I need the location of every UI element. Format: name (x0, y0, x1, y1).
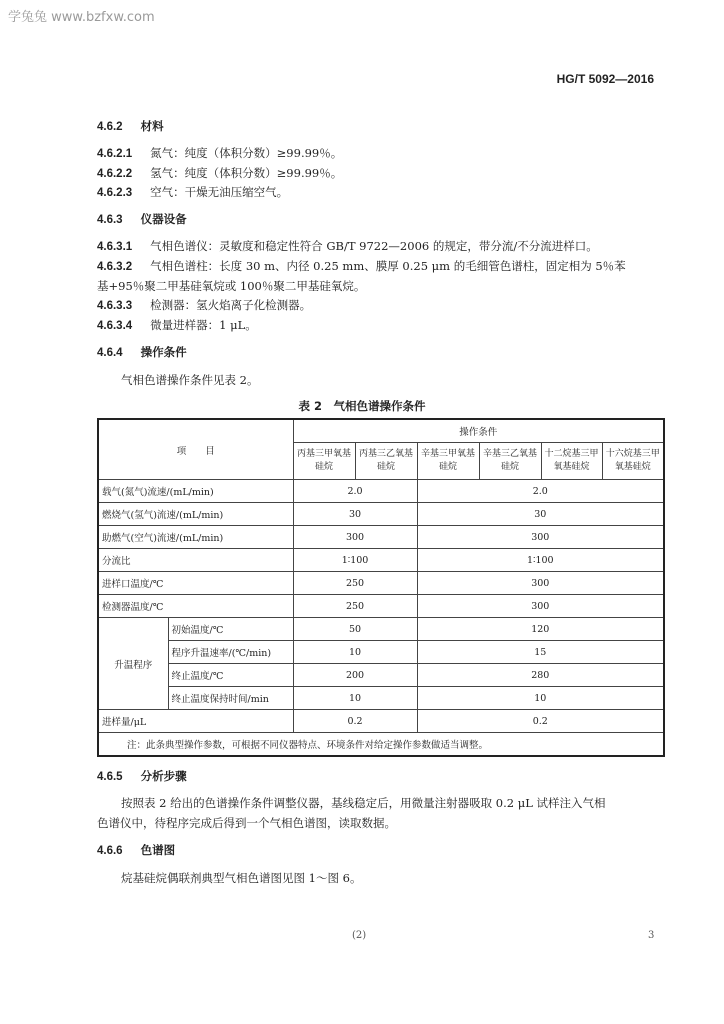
clause-number: 4.6.3.2 (97, 261, 133, 273)
paragraph-4-6-5-line1: 按照表 2 给出的色谱操作条件调整仪器，基线稳定后，用微量注射器吸取 0.2 μL 试样注入气相 (121, 796, 606, 810)
row-label: 检测器温度/℃ (98, 595, 293, 618)
column-header: 辛基三甲氧基硅烷 (417, 443, 479, 480)
footer-center: (2) (352, 930, 367, 941)
cell-value: 10 (417, 687, 664, 710)
table-row (98, 503, 664, 526)
paragraph-4-6-6: 烷基硅烷偶联剂典型气相色谱图见图 1～图 6。 (121, 871, 362, 885)
clause-text: 氮气：纯度（体积分数）≥99.99％。 (150, 146, 343, 160)
row-label: 助燃气(空气)流速/(mL/min) (98, 526, 293, 549)
clause-text: 微量进样器：1 μL。 (150, 318, 257, 332)
row-label: 进样口温度/℃ (98, 572, 293, 595)
page-number: 3 (648, 930, 655, 941)
column-header: 辛基三乙氧基硅烷 (479, 443, 541, 480)
table-note: 注：此条典型操作参数，可根据不同仪器特点、环境条件对给定操作参数做适当调整。 (98, 733, 664, 757)
row-label: 初始温度/℃ (168, 618, 293, 641)
cell-value: 300 (417, 526, 664, 549)
cell-value: 1∶100 (417, 549, 664, 572)
cell-value: 120 (417, 618, 664, 641)
section-title: 色谱图 (140, 843, 176, 857)
column-header: 丙基三乙氧基硅烷 (355, 443, 417, 480)
section-heading-4-6-6 (97, 842, 175, 858)
clause-number: 4.6.3.1 (97, 241, 133, 253)
cell-value: 0.2 (293, 710, 417, 733)
section-number: 4.6.6 (97, 845, 123, 857)
watermark: 学兔兔 www.bzfxw.com (8, 10, 155, 25)
clause-4-6-3-2 (97, 258, 626, 274)
section-number: 4.6.5 (97, 771, 123, 783)
section-title: 材料 (140, 119, 164, 133)
row-label: 燃烧气(氢气)流速/(mL/min) (98, 503, 293, 526)
clause-4-6-3-1 (97, 238, 598, 254)
table-row (98, 710, 664, 733)
column-header: 十六烷基三甲氧基硅烷 (602, 443, 664, 480)
clause-4-6-3-4 (97, 317, 257, 333)
clause-text: 检测器：氢火焰离子化检测器。 (150, 298, 312, 312)
section-number: 4.6.3 (97, 214, 123, 226)
clause-4-6-2-3 (97, 184, 288, 200)
paragraph-4-6-5-line2: 色谱仪中，待程序完成后得到一个气相色谱图，读取数据。 (97, 816, 396, 830)
section-heading-4-6-3 (97, 211, 187, 227)
row-label: 载气(氮气)流速/(mL/min) (98, 480, 293, 503)
cell-value: 300 (417, 595, 664, 618)
row-label: 进样量/μL (98, 710, 293, 733)
cell-value: 200 (293, 664, 417, 687)
column-header: 丙基三甲氧基硅烷 (293, 443, 355, 480)
clause-number: 4.6.2.2 (97, 168, 133, 180)
clause-text: 空气：干燥无油压缩空气。 (150, 185, 289, 199)
cell-value: 250 (293, 572, 417, 595)
clause-number: 4.6.2.3 (97, 187, 133, 199)
row-label: 分流比 (98, 549, 293, 572)
cell-value: 280 (417, 664, 664, 687)
table-row (98, 480, 664, 503)
cell-value: 50 (293, 618, 417, 641)
column-header: 十二烷基三甲氧基硅烷 (541, 443, 602, 480)
clause-number: 4.6.3.3 (97, 300, 133, 312)
table-row (98, 687, 664, 710)
clause-4-6-3-3 (97, 297, 311, 313)
table-header-row (98, 419, 664, 443)
table-row (98, 549, 664, 572)
cell-value: 2.0 (417, 480, 664, 503)
table-note-row (98, 733, 664, 757)
section-heading-4-6-5 (97, 768, 187, 784)
cell-value: 0.2 (417, 710, 664, 733)
clause-4-6-3-2-cont: 基+95％聚二甲基硅氧烷或 100％聚二甲基硅氧烷。 (97, 279, 366, 293)
operating-conditions-table (97, 418, 665, 757)
table-row (98, 641, 664, 664)
clause-4-6-2-2 (97, 165, 342, 181)
standard-number: HG/T 5092—2016 (556, 72, 654, 86)
cell-value: 15 (417, 641, 664, 664)
table-row (98, 526, 664, 549)
cell-value: 300 (417, 572, 664, 595)
section-number: 4.6.4 (97, 347, 123, 359)
table-row (98, 572, 664, 595)
clause-text-line1: 气相色谱柱：长度 30 m、内径 0.25 mm、膜厚 0.25 μm 的毛细管色谱柱，固定相为 5％苯 (150, 259, 626, 273)
row-label: 终止温度/℃ (168, 664, 293, 687)
clause-number: 4.6.3.4 (97, 320, 133, 332)
table-row (98, 595, 664, 618)
clause-text: 气相色谱仪：灵敏度和稳定性符合 GB/T 9722—2006 的规定，带分流/不分流进样口。 (150, 239, 598, 253)
row-label: 终止温度保持时间/min (168, 687, 293, 710)
clause-4-6-2-1 (97, 145, 342, 161)
cell-value: 1∶100 (293, 549, 417, 572)
cell-value: 30 (417, 503, 664, 526)
row-label: 程序升温速率/(℃/min) (168, 641, 293, 664)
cell-value: 10 (293, 641, 417, 664)
cell-value: 300 (293, 526, 417, 549)
section-title: 操作条件 (140, 345, 187, 359)
table-row (98, 618, 664, 641)
table-caption: 表 2 气相色谱操作条件 (298, 399, 426, 413)
cell-value: 30 (293, 503, 417, 526)
clause-text: 氢气：纯度（体积分数）≥99.99％。 (150, 166, 343, 180)
cell-value: 2.0 (293, 480, 417, 503)
section-heading-4-6-4 (97, 344, 187, 360)
program-label: 升温程序 (98, 618, 168, 710)
section-number: 4.6.2 (97, 121, 123, 133)
section-title: 分析步骤 (140, 769, 187, 783)
clause-number: 4.6.2.1 (97, 148, 133, 160)
cell-value: 250 (293, 595, 417, 618)
conditions-header: 操作条件 (293, 419, 664, 443)
section-heading-4-6-2 (97, 118, 164, 134)
item-header: 项 目 (98, 419, 293, 480)
table-row (98, 664, 664, 687)
section-title: 仪器设备 (140, 212, 187, 226)
cell-value: 10 (293, 687, 417, 710)
paragraph-4-6-4: 气相色谱操作条件见表 2。 (121, 373, 259, 387)
